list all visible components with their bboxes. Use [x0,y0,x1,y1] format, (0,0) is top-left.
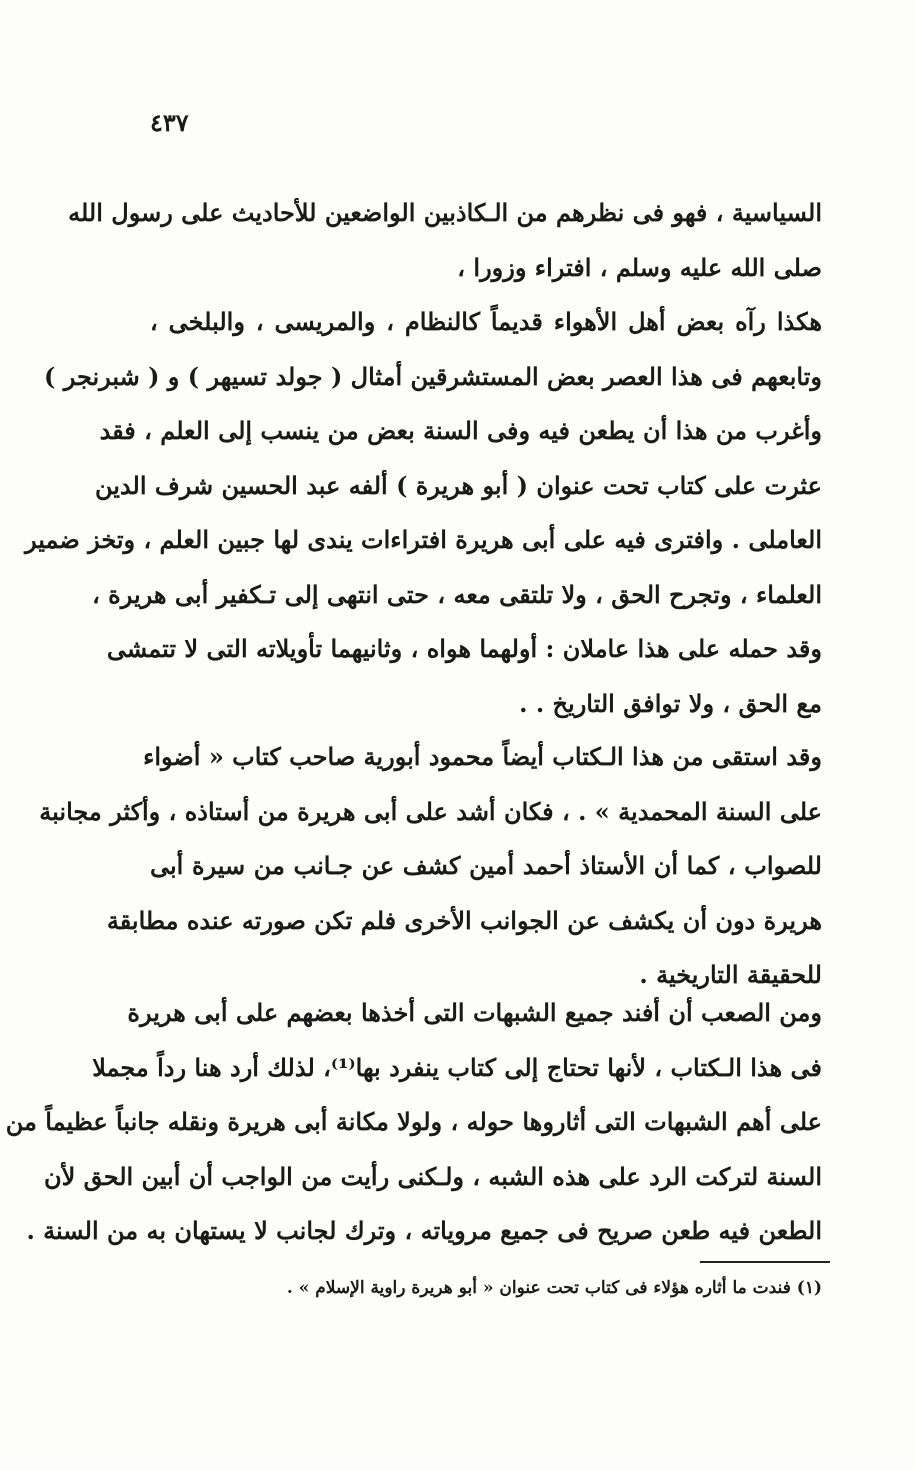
text-line: فى هذا الـكتاب ، لأنها تحتاج إلى كتاب ينفرد بها⁽¹⁾، لذلك أرد هنا رداً مجملا [92,1052,822,1082]
text-line: وتابعهم فى هذا العصر بعض المستشرقين أمثال ( جولد تسيهر ) و ( شبرنجر ) [44,361,822,391]
text-line: للحقيقة التاريخية . [639,960,822,989]
text-line: العاملى . وافترى فيه على أبى هريرة افتراءات يندى لها جبين العلم ، وتخز ضمير [25,525,822,554]
text-line: مع الحق ، ولا توافق التاريخ . . [519,688,822,718]
text-line: الطعن فيه طعن صريح فى جميع مروياته ، وترك لجانب لا يستهان به من السنة . [26,1216,822,1245]
text-line: هريرة دون أن يكشف عن الجوانب الأخرى فلم تكن صورته عنده مطابقة [106,905,822,935]
text-line: العلماء ، وتجرح الحق ، ولا تلتقى معه ، حتى انتهى إلى تـكفير أبى هريرة ، [92,579,822,609]
text-line: وقد استقى من هذا الـكتاب أيضاً محمود أبورية صاحب كتاب « أضواء [143,742,822,771]
paragraph-1 [68,186,822,295]
text-line: وقد حمله على هذا عاملان : أولهما هواه ، وثانيهما تأويلاته التى لا تتمشى [106,634,822,663]
paragraph-2 [25,295,822,731]
text-line: هكذا رآه بعض أهل الأهواء قديماً كالنظام ، والمريسى ، والبلخى ، [150,307,822,336]
text-line: عثرت على كتاب تحت عنوان ( أبو هريرة ) ألفه عبد الحسين شرف الدين [94,470,822,500]
text-line: وأغرب من هذا أن يطعن فيه وفى السنة بعض من ينسب إلى العلم ، فقد [99,416,822,445]
text-line: على السنة المحمدية » . ، فكان أشد على أبى هريرة من أستاذه ، وأكثر مجانبة [39,796,822,826]
paragraph-4 [5,986,822,1259]
page-number: ٤٣٧ [150,108,189,137]
text-line: السنة لتركت الرد على هذه الشبه ، ولـكنى رأيت من الواجب أن أبين الحق لأن [44,1161,822,1191]
text-line: على أهم الشبهات التى أثاروها حوله ، ولولا مكانة أبى هريرة ونقله جانباً عظيماً من [5,1107,822,1136]
footnote: (١) فندت ما أثاره هؤلاء فى كتاب تحت عنوان « أبو هريرة راوية الإسلام » . [286,1278,822,1298]
text-line: ومن الصعب أن أفند جميع الشبهات التى أخذها بعضهم على أبى هريرة [127,998,822,1027]
text-line: السياسية ، فهو فى نظرهم من الـكاذبين الواضعين للأحاديث على رسول الله [68,198,822,227]
text-line: للصواب ، كما أن الأستاذ أحمد أمين كشف عن جـانب من سيرة أبى [150,851,822,880]
paragraph-3 [39,730,822,1003]
text-line: صلى الله عليه وسلم ، افتراء وزورا ، [457,252,822,282]
footnote-divider [700,1261,830,1263]
